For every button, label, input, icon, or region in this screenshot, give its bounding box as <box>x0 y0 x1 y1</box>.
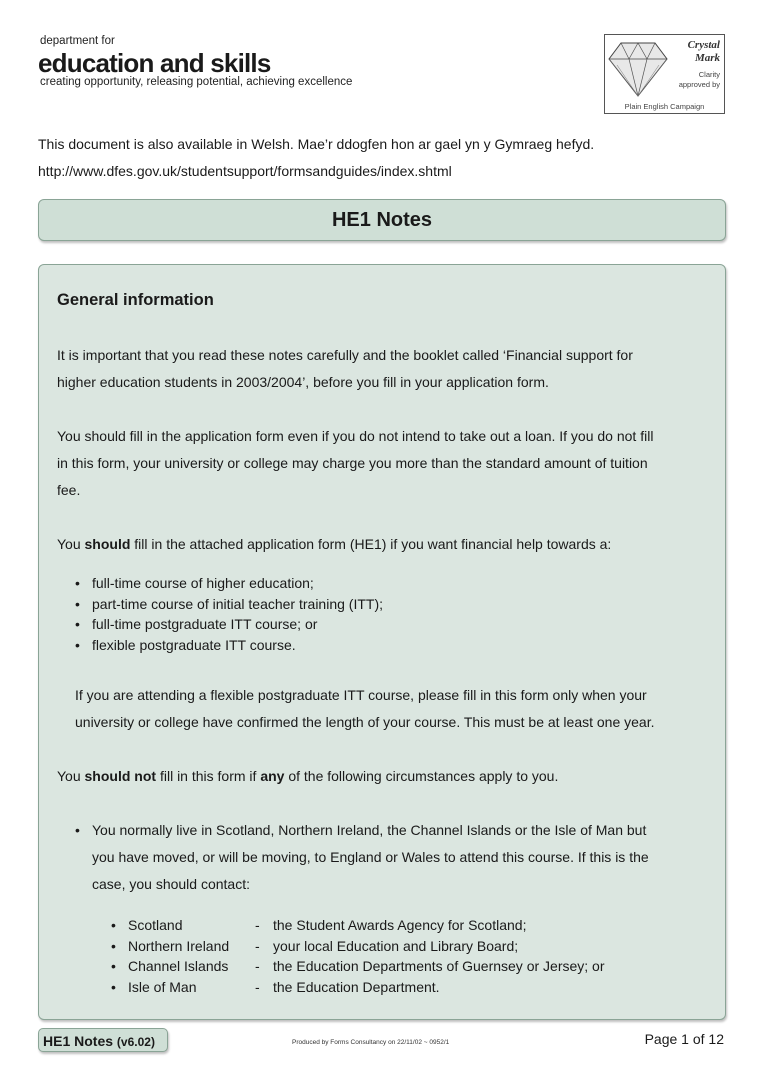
list-item <box>111 977 605 998</box>
crystal-mark-badge <box>604 34 725 114</box>
list-item: • flexible postgraduate ITT course. <box>75 635 383 656</box>
list-item <box>111 956 605 977</box>
dept-line: department for <box>40 35 115 47</box>
should-bold: should <box>84 536 131 552</box>
diamond-icon <box>607 39 669 99</box>
flexible-line1: If you are attending a flexible postgraduate ITT course, please fill in this form only when your <box>75 687 647 703</box>
contact-place: Northern Ireland <box>128 937 230 954</box>
dept-tagline: creating opportunity, releasing potential, achieving excellence <box>40 76 353 88</box>
welsh-notice: This document is also available in Welsh. Mae’r ddogfen hon ar gael yn y Gymraeg hefyd. <box>38 136 595 152</box>
should-post: fill in the attached application form (HE1) if you want financial help towards a: <box>130 536 612 552</box>
contact-body: your local Education and Library Board; <box>273 937 519 954</box>
should-not-mid: fill in this form if <box>156 768 261 784</box>
section-heading: General information <box>57 291 214 309</box>
footer-title: HE1 Notes <box>43 1033 114 1049</box>
list-item: • full-time course of higher education; <box>75 573 383 594</box>
contacts-list <box>111 915 605 997</box>
general-information-panel <box>38 264 726 1020</box>
should-not-statement <box>57 763 558 790</box>
crystal-mark-approval <box>679 70 720 89</box>
crystal-mark-campaign: Plain English Campaign <box>624 102 705 111</box>
para2-line3: fee. <box>57 482 81 498</box>
para2-line2: in this form, your university or college may charge you more than the standard amount of tuition <box>57 455 648 471</box>
list-item: • part-time course of initial teacher training (ITT); <box>75 594 383 615</box>
course-list <box>75 573 383 655</box>
contact-dash: - <box>255 978 260 995</box>
contact-place: Isle of Man <box>128 978 197 995</box>
page-title: HE1 Notes <box>38 199 726 241</box>
crystal-mark-line2: approved by <box>678 79 720 89</box>
contact-body: the Student Awards Agency for Scotland; <box>273 917 527 933</box>
produced-by: Produced by Forms Consultancy on 22/11/02 ~ 0952/1 <box>292 1039 450 1046</box>
list-item: • full-time postgraduate ITT course; or <box>75 614 383 635</box>
contact-body: the Education Departments of Guernsey or Jersey; or <box>273 958 605 974</box>
list-item <box>111 915 605 936</box>
flexible-line2: university or college have confirmed the length of your course. This must be at least one year. <box>75 714 655 730</box>
should-not-bold: should not <box>84 768 157 784</box>
circumstance-line2: you have moved, or will be moving, to England or Wales to attend this course. If this is the <box>92 849 649 865</box>
circumstance-bullet: • <box>75 822 80 838</box>
should-pre: You <box>57 536 85 552</box>
contact-dash: - <box>255 937 260 954</box>
contact-place: Channel Islands <box>128 958 229 974</box>
footer-label <box>38 1028 168 1052</box>
contact-dash: - <box>255 917 260 933</box>
guides-url[interactable]: http://www.dfes.gov.uk/studentsupport/formsandguides/index.shtml <box>38 163 452 179</box>
circumstance-line3: case, you should contact: <box>92 876 250 892</box>
crystal-mark-title: Crystal Mark <box>687 39 720 64</box>
contact-body: the Education Department. <box>273 978 440 995</box>
para1-line1: It is important that you read these notes carefully and the booklet called ‘Financial support for <box>57 347 633 363</box>
page-number: Page 1 of 12 <box>644 1031 724 1047</box>
dept-name-logo: education and skills <box>38 48 271 78</box>
should-statement <box>57 531 611 558</box>
crystal-mark-line1: Clarity <box>698 70 720 79</box>
should-not-post: of the following circumstances apply to you. <box>284 768 559 784</box>
contact-dash: - <box>255 958 260 974</box>
list-item <box>111 936 605 957</box>
para1-line2: higher education students in 2003/2004’, before you fill in your application form. <box>57 374 549 390</box>
should-not-pre: You <box>57 768 85 784</box>
footer-version: (v6.02) <box>116 1035 155 1049</box>
contact-place: Scotland <box>128 917 183 933</box>
para2-line1: You should fill in the application form even if you do not intend to take out a loan. If you do not fill <box>57 428 654 444</box>
any-bold: any <box>260 768 285 784</box>
circumstance-line1: You normally live in Scotland, Northern Ireland, the Channel Islands or the Isle of Man but <box>92 822 647 838</box>
